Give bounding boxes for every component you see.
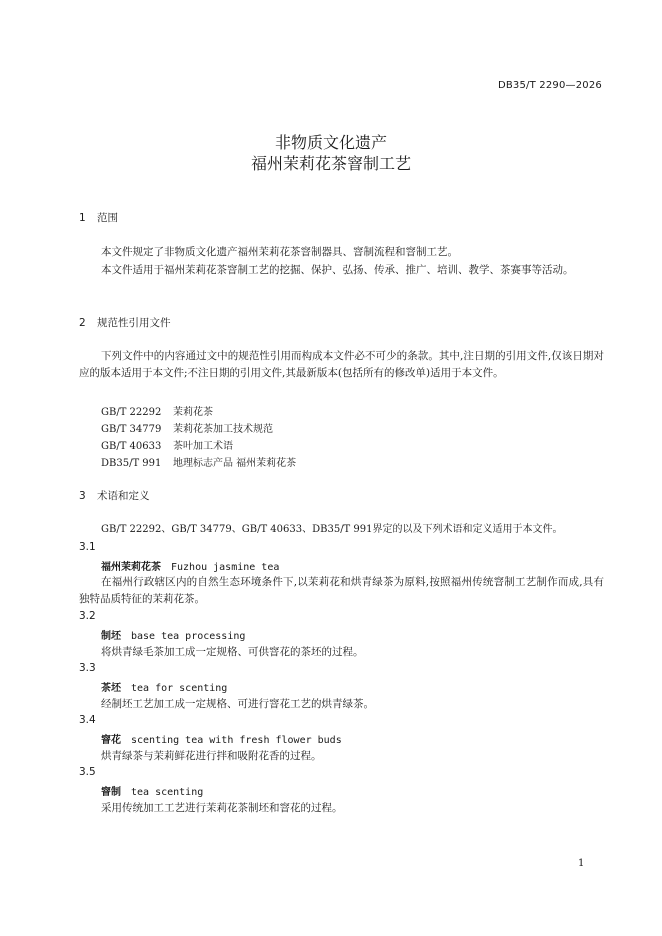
term-number: 3.4 xyxy=(79,714,96,726)
section-number: 3 xyxy=(79,490,86,502)
term-definition: 在福州行政辖区内的自然生态环境条件下,以茉莉花和烘青绿茶为原料,按照福州传统窨制工艺制作而成,具有独特品质特征的茉莉花茶。 xyxy=(79,576,604,605)
references-paragraph: 下列文件中的内容通过文中的规范性引用而构成本文件必不可少的条款。其中,注日期的引用文件,仅该日期对应的版本适用于本文件;不注日期的引用文件,其最新版本(包括所有的修改单)适用于本文件。 xyxy=(79,350,604,379)
reference-title: 地理标志产品 福州茉莉花茶 xyxy=(173,458,297,469)
term-definition: 烘青绿茶与茉莉鲜花进行拌和吸附花香的过程。 xyxy=(101,750,322,762)
term-definition: 经制坯工艺加工成一定规格、可进行窨花工艺的烘青绿茶。 xyxy=(101,698,374,710)
term-definition: 将烘青绿毛茶加工成一定规格、可供窨花的茶坯的过程。 xyxy=(101,646,364,658)
term-name xyxy=(101,731,342,746)
term-name-en: scenting tea with fresh flower buds xyxy=(131,735,342,746)
term-number: 3.2 xyxy=(79,610,96,622)
reference-code: DB35/T 991 xyxy=(101,458,162,469)
term-number: 3.3 xyxy=(79,662,96,674)
reference-item xyxy=(101,403,213,418)
term-number: 3.1 xyxy=(79,541,96,553)
term-name-en: tea for scenting xyxy=(131,683,228,694)
reference-item xyxy=(101,454,296,469)
term-number: 3.5 xyxy=(79,766,96,778)
section-heading-scope xyxy=(79,210,118,225)
term-name-zh: 茶坯 xyxy=(101,683,121,694)
reference-code: GB/T 40633 xyxy=(101,441,162,452)
scope-paragraph-1: 本文件规定了非物质文化遗产福州茉莉花茶窨制器具、窨制流程和窨制工艺。 xyxy=(101,246,458,258)
term-name xyxy=(101,558,279,573)
term-name-zh: 窨制 xyxy=(101,787,121,798)
terms-intro-paragraph: GB/T 22292、GB/T 34779、GB/T 40633、DB35/T 991界定的以及下列术语和定义适用于本文件。 xyxy=(101,524,563,535)
section-title: 术语和定义 xyxy=(97,490,150,502)
section-number: 1 xyxy=(79,212,86,224)
term-name-en: Fuzhou jasmine tea xyxy=(171,562,280,573)
reference-title: 茉莉花茶 xyxy=(173,407,213,418)
term-name xyxy=(101,783,203,798)
scope-paragraph-2: 本文件适用于福州茉莉花茶窨制工艺的挖掘、保护、弘扬、传承、推广、培训、教学、茶赛事等活动。 xyxy=(101,264,574,276)
section-number: 2 xyxy=(79,317,86,329)
term-definition: 采用传统加工工艺进行茉莉花茶制坯和窨花的过程。 xyxy=(101,802,343,814)
section-title: 范围 xyxy=(97,212,118,224)
reference-code: GB/T 34779 xyxy=(101,424,162,435)
term-name-zh: 窨花 xyxy=(101,735,121,746)
reference-title: 茶叶加工术语 xyxy=(173,441,233,452)
document-title-line2: 福州茉莉花茶窨制工艺 xyxy=(250,154,411,173)
term-name-en: base tea processing xyxy=(131,631,246,642)
section-heading-terms xyxy=(79,488,150,503)
section-title: 规范性引用文件 xyxy=(97,317,171,329)
term-name-en: tea scenting xyxy=(131,787,204,798)
page-number: 1 xyxy=(578,858,585,869)
reference-item xyxy=(101,420,273,435)
term-name xyxy=(101,627,245,642)
reference-code: GB/T 22292 xyxy=(101,407,162,418)
term-name xyxy=(101,679,227,694)
term-name-zh: 福州茉莉花茶 xyxy=(101,562,161,573)
reference-item xyxy=(101,437,233,452)
reference-title: 茉莉花茶加工技术规范 xyxy=(173,424,273,435)
term-name-zh: 制坯 xyxy=(101,631,121,642)
document-title-line1: 非物质文化遗产 xyxy=(274,133,387,152)
standard-code: DB35/T 2290—2026 xyxy=(497,80,602,91)
section-heading-references xyxy=(79,315,171,330)
